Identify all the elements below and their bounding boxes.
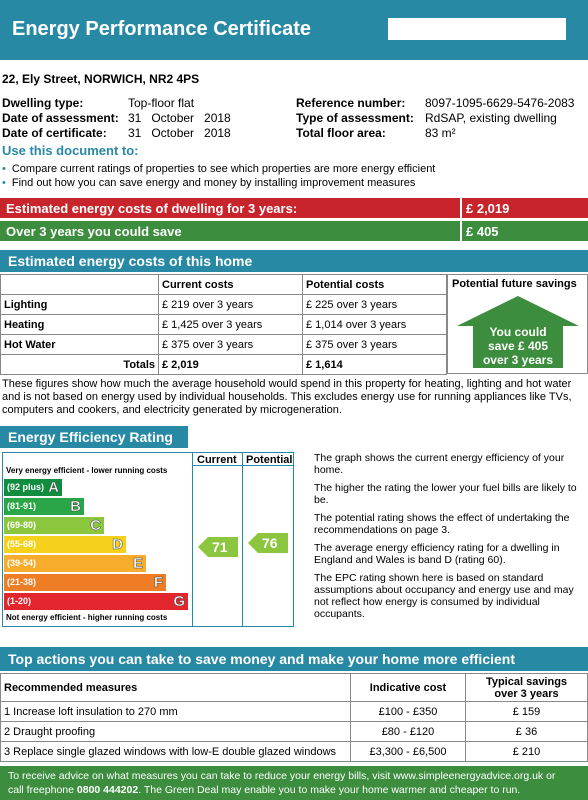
table-row (1, 722, 588, 742)
typical-saving: £ 210 (466, 742, 588, 762)
potential-cost: £ 375 over 3 years (303, 335, 447, 355)
col-typical-savings: Typical savings over 3 years (466, 674, 588, 702)
assessment-type-label: Type of assessment: (296, 111, 414, 125)
typical-saving: £ 159 (466, 702, 588, 722)
footer-line-2: call freephone 0800 444202. The Green Deal may enable you to make your home warmer and cheaper to run. (8, 784, 521, 796)
current-cost: £ 375 over 3 years (159, 335, 303, 355)
total-potential: £ 1,614 (303, 355, 447, 375)
costs-table (0, 274, 447, 375)
floor-area-value: 83 m² (425, 126, 456, 140)
rating-section-title: Energy Efficiency Rating (8, 429, 173, 445)
costs-section-header (0, 250, 588, 272)
use-document-title: Use this document to: (2, 143, 139, 158)
date-certificate-label: Date of certificate: (2, 126, 107, 140)
col-future-savings: Potential future savings (452, 278, 577, 290)
very-efficient-note: Very energy efficient - lower running costs (6, 466, 168, 475)
savings-label: Over 3 years you could save (6, 224, 182, 239)
page-title: Energy Performance Certificate (12, 18, 312, 40)
estimated-cost-value: £ 2,019 (466, 201, 510, 216)
advice-footer (0, 766, 588, 800)
totals-label: Totals (1, 355, 159, 375)
band-range: (55-68) (7, 539, 37, 549)
rating-description: The average energy efficiency rating for a dwelling in England and Wales is band D (rating 60). (314, 542, 560, 566)
potential-cost: £ 1,014 over 3 years (303, 315, 447, 335)
total-current: £ 2,019 (159, 355, 303, 375)
footer-line-1: To receive advice on what measures you can take to reduce your energy bills, visit www.simpleenergyadvice.org.uk or (8, 770, 556, 782)
reference-value: 8097-1095-6629-5476-2083 (425, 96, 575, 110)
band-range: (21-38) (7, 577, 37, 587)
actions-section-header (0, 647, 588, 671)
row-label: Hot Water (1, 335, 159, 355)
rating-band-c (4, 517, 104, 534)
band-range: (81-91) (7, 501, 37, 511)
dwelling-type-label: Dwelling type: (2, 96, 84, 110)
band-letter: F (153, 574, 163, 591)
reference-label: Reference number: (296, 96, 406, 110)
rating-description: The higher the rating the lower your fuel bills are likely to be. (314, 482, 577, 506)
date-assessment-label: Date of assessment: (2, 111, 119, 125)
band-range: (1-20) (7, 596, 32, 606)
col-current-rating: Current (197, 454, 237, 466)
header-blank-box (388, 18, 566, 40)
rating-band-d (4, 536, 126, 553)
band-range: (92 plus) (7, 482, 45, 492)
page-header (0, 0, 588, 60)
table-row (1, 742, 588, 762)
costs-explanation: These figures show how much the average household would spend in this property for heating, lighting and hot water and is not based on energy used by individual households. This excludes energy use for running appliances like TVs, computers and cookers, and electricity generated by microgeneration. (2, 378, 572, 416)
indicative-cost: £3,300 - £6,500 (351, 742, 466, 762)
bullet-icon: • (2, 177, 6, 189)
current-cost: £ 219 over 3 years (159, 295, 303, 315)
estimated-cost-banner (0, 198, 588, 218)
floor-area-label: Total floor area: (296, 126, 386, 140)
band-letter: E (132, 555, 143, 572)
typical-saving: £ 36 (466, 722, 588, 742)
band-range: (69-80) (7, 520, 37, 530)
table-row (1, 315, 447, 335)
rating-band-a (4, 479, 62, 496)
col-potential-rating: Potential (246, 454, 293, 466)
use-bullet: • Find out how you can save energy and money by installing improvement measures (2, 177, 416, 189)
use-bullet: • Compare current ratings of properties to see which properties are more energy efficient (2, 163, 436, 175)
measure: 1 Increase loft insulation to 270 mm (1, 702, 351, 722)
indicative-cost: £80 - £120 (351, 722, 466, 742)
rating-description: The potential rating shows the effect of undertaking the recommendations on page 3. (314, 512, 570, 536)
savings-line-3: over 3 years (482, 353, 554, 367)
current-rating-value: 71 (212, 539, 228, 556)
actions-table (0, 673, 588, 762)
indicative-cost: £100 - £350 (351, 702, 466, 722)
savings-line-2: save £ 405 (487, 339, 549, 353)
date-assessment-value: 31 October 2018 (128, 111, 231, 125)
actions-section-title: Top actions you can take to save money and make your home more efficient (8, 651, 515, 667)
savings-banner (0, 221, 588, 241)
current-cost: £ 1,425 over 3 years (159, 315, 303, 335)
savings-line-1: You could (489, 325, 547, 339)
rating-band-e (4, 555, 146, 572)
band-letter: C (90, 517, 101, 534)
current-rating-arrow (198, 537, 238, 557)
potential-rating-value: 76 (262, 534, 278, 551)
totals-row (1, 355, 447, 375)
not-efficient-note: Not energy efficient - higher running costs (6, 613, 168, 622)
table-row (1, 702, 588, 722)
rating-description: The graph shows the current energy efficiency of your home. (314, 452, 565, 476)
measure: 3 Replace single glazed windows with low-E double glazed windows (1, 742, 351, 762)
rating-band-f (4, 574, 166, 591)
date-certificate-value: 31 October 2018 (128, 126, 231, 140)
col-potential-costs: Potential costs (303, 275, 447, 295)
property-address: 22, Ely Street, NORWICH, NR2 4PS (2, 72, 200, 86)
table-row (1, 295, 447, 315)
col-indicative-cost: Indicative cost (351, 674, 466, 702)
estimated-cost-label: Estimated energy costs of dwelling for 3 years: (6, 201, 298, 216)
band-letter: A (48, 479, 59, 496)
rating-band-b (4, 498, 84, 515)
savings-house-arrow (455, 294, 581, 370)
measure: 2 Draught proofing (1, 722, 351, 742)
band-letter: D (112, 536, 123, 553)
rating-description: The EPC rating shown here is based on standard assumptions about occupancy and energy use and may not reflect how energy is consumed by individual occupants. (314, 572, 574, 620)
rating-band-g (4, 593, 188, 610)
assessment-type-value: RdSAP, existing dwelling (425, 111, 557, 125)
rating-section-header (0, 426, 188, 448)
col-recommended-measures: Recommended measures (1, 674, 351, 702)
savings-value: £ 405 (466, 224, 499, 239)
band-letter: G (173, 593, 185, 610)
potential-rating-arrow (248, 533, 288, 553)
band-letter: B (70, 498, 81, 515)
table-row (1, 335, 447, 355)
dwelling-type-value: Top-floor flat (128, 96, 195, 110)
bullet-icon: • (2, 163, 6, 175)
row-label: Lighting (1, 295, 159, 315)
band-range: (39-54) (7, 558, 37, 568)
costs-section-title: Estimated energy costs of this home (8, 253, 253, 269)
col-current-costs: Current costs (159, 275, 303, 295)
freephone-number: 0800 444202 (76, 784, 139, 796)
row-label: Heating (1, 315, 159, 335)
potential-cost: £ 225 over 3 years (303, 295, 447, 315)
